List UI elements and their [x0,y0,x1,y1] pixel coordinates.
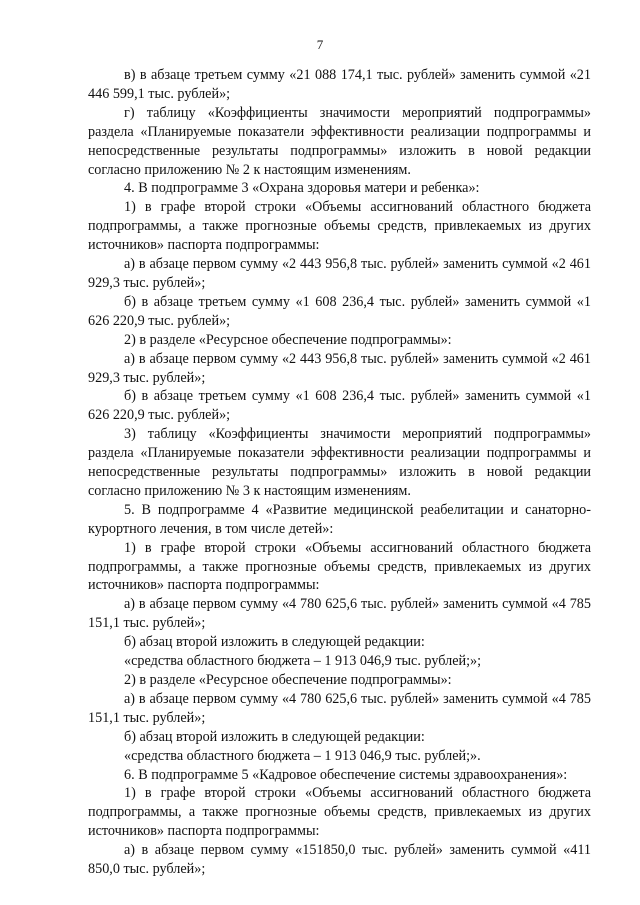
paragraph: а) в абзаце первом сумму «2 443 956,8 тыс. рублей» заменить суммой «2 461 929,3 тыс. рублей»; [88,256,591,291]
page-number: 7 [316,37,324,52]
paragraph: 2) в разделе «Ресурсное обеспечение подпрограммы»: [124,331,452,348]
document-body [88,66,591,879]
paragraph: 1) в графе второй строки «Объемы ассигнований областного бюджета подпрограммы, а также прогнозные объемы средств, привлекаемых из других источников» паспорта подпрограммы: [88,539,591,594]
paragraph: 4. В подпрограмме 3 «Охрана здоровья матери и ребенка»: [124,180,480,197]
paragraph: б) в абзаце третьем сумму «1 608 236,4 тыс. рублей» заменить суммой «1 626 220,9 тыс. рублей»; [88,388,591,424]
paragraph: в) в абзаце третьем сумму «21 088 174,1 тыс. рублей» заменить суммой «21 446 599,1 тыс. рублей»; [88,67,591,102]
paragraph: «средства областного бюджета – 1 913 046,9 тыс. рублей;». [124,747,481,764]
paragraph: 1) в графе второй строки «Объемы ассигнований областного бюджета подпрограммы, а также прогнозные объемы средств, привлекаемых из других источников» паспорта подпрограммы: [88,785,591,840]
paragraph: б) в абзаце третьем сумму «1 608 236,4 тыс. рублей» заменить суммой «1 626 220,9 тыс. рублей»; [88,293,591,329]
paragraph: 2) в разделе «Ресурсное обеспечение подпрограммы»: [124,672,452,688]
paragraph: б) абзац второй изложить в следующей редакции: [124,728,425,745]
paragraph: 3) таблицу «Коэффициенты значимости мероприятий подпрограммы» раздела «Планируемые показатели эффективности реализации подпрограммы и непосредственные результаты подпрограммы» изложить в новой редакции согласно приложению № 3 к настоящим изменениям. [88,426,591,499]
paragraph: а) в абзаце первом сумму «151850,0 тыс. рублей» заменить суммой «411 850,0 тыс. рублей»; [88,842,591,878]
paragraph: г) таблицу «Коэффициенты значимости мероприятий подпрограммы» раздела «Планируемые показатели эффективности реализации подпрограммы и непосредственные результаты подпрограммы» изложить в новой редакции согласно приложению № 2 к настоящим изменениям. [88,104,591,178]
paragraph: 5. В подпрограмме 4 «Развитие медицинской реабелитации и санаторно-курортного лечения, в том числе детей»: [88,501,591,537]
paragraph: б) абзац второй изложить в следующей редакции: [124,634,425,651]
paragraph: «средства областного бюджета – 1 913 046,9 тыс. рублей;»; [124,653,482,670]
paragraph: а) в абзаце первом сумму «4 780 625,6 тыс. рублей» заменить суммой «4 785 151,1 тыс. рублей»; [88,690,591,726]
paragraph: а) в абзаце первом сумму «4 780 625,6 тыс. рублей» заменить суммой «4 785 151,1 тыс. рублей»; [88,596,591,632]
paragraph: 1) в графе второй строки «Объемы ассигнований областного бюджета подпрограммы, а также прогнозные объемы средств, привлекаемых из других источников» паспорта подпрограммы: [88,199,591,254]
paragraph: 6. В подпрограмме 5 «Кадровое обеспечение системы здравоохранения»: [124,766,568,783]
paragraph: а) в абзаце первом сумму «2 443 956,8 тыс. рублей» заменить суммой «2 461 929,3 тыс. рублей»; [88,350,591,386]
